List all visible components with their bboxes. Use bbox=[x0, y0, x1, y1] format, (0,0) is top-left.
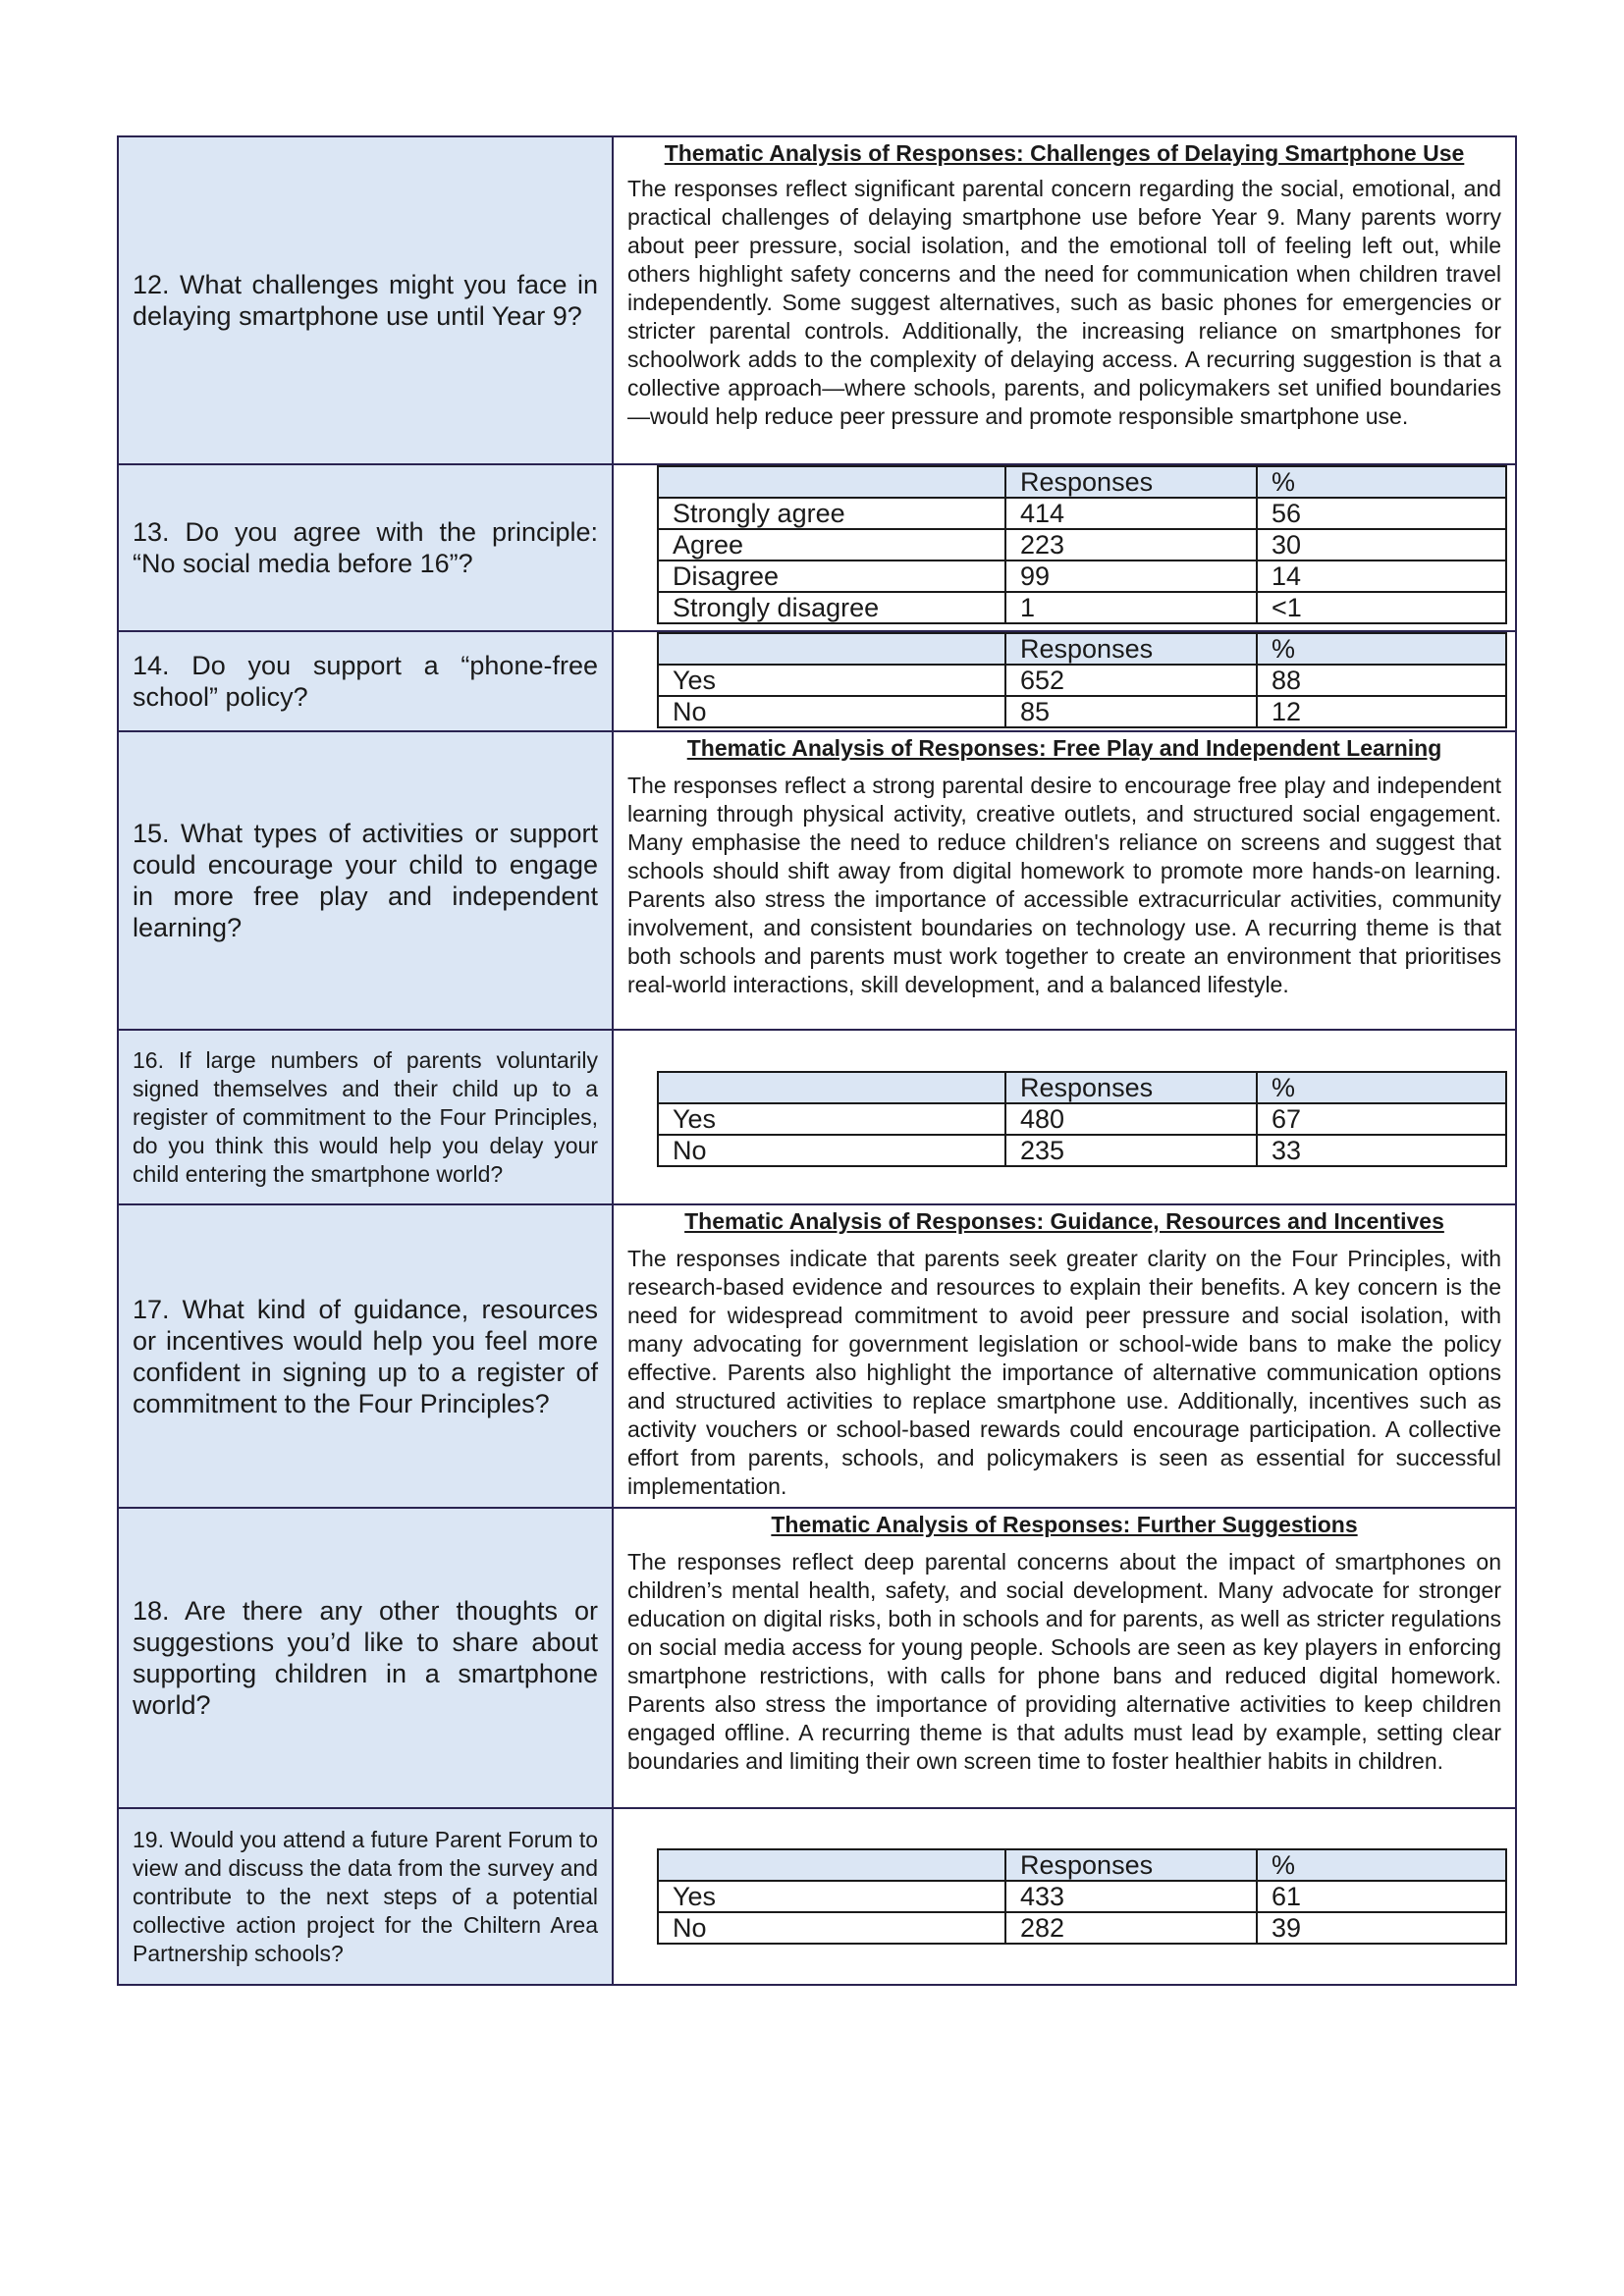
survey-row-q18 bbox=[118, 1508, 1516, 1808]
row-percent: 56 bbox=[1257, 498, 1506, 529]
header-responses: Responses bbox=[1005, 1849, 1257, 1881]
question-cell bbox=[118, 464, 613, 631]
row-label: No bbox=[658, 1135, 1005, 1166]
survey-row-q12 bbox=[118, 136, 1516, 464]
table-row bbox=[658, 529, 1506, 561]
question-text: 16. If large numbers of parents voluntarily signed themselves and their child up to a register of commitment to the Four Principles, do you think this would help you delay your child entering the smartphone world? bbox=[133, 1046, 598, 1187]
header-percent: % bbox=[1257, 466, 1506, 498]
theme-title: Thematic Analysis of Responses: Challenges of Delaying Smartphone Use bbox=[664, 140, 1465, 166]
theme-body: The responses indicate that parents seek greater clarity on the Four Principles, with research-based evidence and resources to explain their benefits. A key concern is the need for widespread commitment to avoid peer pressure and social isolation, with many advocating for government legislation or school-wide bans to make the policy effective. Parents also highlight the importance of alternative communication options and structured activities to replace smartphone use. Additionally, incentives such as activity vouchers or school-based rewards could encourage participation. A collective effort from parents, schools, and policymakers is seen as essential for successful implementation. bbox=[627, 1246, 1501, 1499]
theme-body: The responses reflect deep parental concerns about the impact of smartphones on children’s mental health, safety, and social development. Many advocate for stronger education on digital risks, both in schools and for parents, as well as stricter regulations on social media access for young people. Schools are seen as key players in enforcing smartphone restrictions, with calls for phone bans and reduced digital homework. Parents also stress the importance of providing alternative activities to keep children engaged offline. A recurring theme is that adults must lead by example, setting clear boundaries and limiting their own screen time to foster healthier habits in children. bbox=[627, 1549, 1501, 1774]
table-row bbox=[658, 665, 1506, 696]
row-percent: 39 bbox=[1257, 1912, 1506, 1944]
question-cell bbox=[118, 731, 613, 1030]
table-row bbox=[658, 592, 1506, 623]
row-percent: 12 bbox=[1257, 696, 1506, 727]
row-label: Strongly agree bbox=[658, 498, 1005, 529]
responses-header-row bbox=[658, 1072, 1506, 1103]
header-label bbox=[658, 466, 1005, 498]
question-text: 14. Do you support a “phone-free school” policy? bbox=[133, 651, 598, 712]
theme-title: Thematic Analysis of Responses: Free Play and Independent Learning bbox=[686, 735, 1442, 761]
answer-cell bbox=[613, 1204, 1516, 1508]
row-responses: 282 bbox=[1005, 1912, 1257, 1944]
answer-cell bbox=[613, 731, 1516, 1030]
question-text: 17. What kind of guidance, resources or incentives would help you feel more confident in signing up to a register of commitment to the Four Principles? bbox=[133, 1294, 598, 1418]
question-cell bbox=[118, 1204, 613, 1508]
responses-table bbox=[657, 632, 1507, 728]
row-percent: 30 bbox=[1257, 529, 1506, 561]
question-cell bbox=[118, 136, 613, 464]
row-responses: 1 bbox=[1005, 592, 1257, 623]
row-percent: 61 bbox=[1257, 1881, 1506, 1912]
row-responses: 414 bbox=[1005, 498, 1257, 529]
table-row bbox=[658, 1103, 1506, 1135]
row-percent: 88 bbox=[1257, 665, 1506, 696]
row-label: Agree bbox=[658, 529, 1005, 561]
answer-cell bbox=[613, 464, 1516, 631]
row-responses: 433 bbox=[1005, 1881, 1257, 1912]
responses-table bbox=[657, 1848, 1507, 1945]
answer-cell bbox=[613, 1808, 1516, 1985]
table-row bbox=[658, 1912, 1506, 1944]
theme-body: The responses reflect a strong parental desire to encourage free play and independent learning through physical activity, creative outlets, and structured social engagement. Many emphasise the need to reduce children's reliance on screens and suggest that schools should shift away from digital homework to promote more hands-on learning. Parents also stress the importance of accessible extracurricular activities, community involvement, and consistent boundaries on technology use. A recurring theme is that both schools and parents must work together to create an environment that prioritises real-world interactions, skill development, and a balanced lifestyle. bbox=[627, 773, 1501, 997]
survey-row-q14 bbox=[118, 631, 1516, 731]
row-label: Yes bbox=[658, 1881, 1005, 1912]
row-label: Yes bbox=[658, 665, 1005, 696]
theme-title: Thematic Analysis of Responses: Guidance, Resources and Incentives bbox=[684, 1208, 1444, 1234]
table-row bbox=[658, 498, 1506, 529]
header-responses: Responses bbox=[1005, 633, 1257, 665]
survey-row-q15 bbox=[118, 731, 1516, 1030]
header-label bbox=[658, 1849, 1005, 1881]
question-text: 13. Do you agree with the principle: “No social media before 16”? bbox=[133, 517, 598, 578]
question-text: 15. What types of activities or support could encourage your child to engage in more free play and independent learning? bbox=[133, 819, 598, 942]
responses-header-row bbox=[658, 633, 1506, 665]
header-responses: Responses bbox=[1005, 1072, 1257, 1103]
header-label bbox=[658, 633, 1005, 665]
responses-table bbox=[657, 1071, 1507, 1167]
row-responses: 480 bbox=[1005, 1103, 1257, 1135]
responses-header-row bbox=[658, 1849, 1506, 1881]
row-responses: 99 bbox=[1005, 561, 1257, 592]
row-label: Yes bbox=[658, 1103, 1005, 1135]
survey-table bbox=[117, 135, 1517, 1986]
row-responses: 85 bbox=[1005, 696, 1257, 727]
survey-row-q19 bbox=[118, 1808, 1516, 1985]
answer-cell bbox=[613, 631, 1516, 731]
answer-cell bbox=[613, 1030, 1516, 1204]
row-label: Disagree bbox=[658, 561, 1005, 592]
table-row bbox=[658, 561, 1506, 592]
row-percent: 14 bbox=[1257, 561, 1506, 592]
answer-cell bbox=[613, 1508, 1516, 1808]
row-responses: 223 bbox=[1005, 529, 1257, 561]
row-percent: 67 bbox=[1257, 1103, 1506, 1135]
question-cell bbox=[118, 631, 613, 731]
table-row bbox=[658, 1881, 1506, 1912]
question-text: 19. Would you attend a future Parent Forum to view and discuss the data from the survey and contribute to the next steps of a potential collective action project for the Chiltern Area Partnership schools? bbox=[133, 1826, 598, 1966]
header-percent: % bbox=[1257, 1849, 1506, 1881]
question-cell bbox=[118, 1508, 613, 1808]
survey-row-q16 bbox=[118, 1030, 1516, 1204]
survey-row-q17 bbox=[118, 1204, 1516, 1508]
responses-header-row bbox=[658, 466, 1506, 498]
header-label bbox=[658, 1072, 1005, 1103]
responses-table bbox=[657, 465, 1507, 624]
question-text: 18. Are there any other thoughts or suggestions you’d like to share about supporting children in a smartphone world? bbox=[133, 1596, 598, 1720]
question-text: 12. What challenges might you face in delaying smartphone use until Year 9? bbox=[133, 270, 598, 331]
survey-results-page bbox=[117, 135, 1517, 1986]
header-percent: % bbox=[1257, 1072, 1506, 1103]
row-responses: 652 bbox=[1005, 665, 1257, 696]
row-label: Strongly disagree bbox=[658, 592, 1005, 623]
row-responses: 235 bbox=[1005, 1135, 1257, 1166]
header-percent: % bbox=[1257, 633, 1506, 665]
table-row bbox=[658, 696, 1506, 727]
theme-title: Thematic Analysis of Responses: Further Suggestions bbox=[771, 1512, 1358, 1537]
answer-cell bbox=[613, 136, 1516, 464]
question-cell bbox=[118, 1808, 613, 1985]
survey-row-q13 bbox=[118, 464, 1516, 631]
row-label: No bbox=[658, 1912, 1005, 1944]
theme-body: The responses reflect significant parental concern regarding the social, emotional, and practical challenges of delaying smartphone use before Year 9. Many parents worry about peer pressure, social isolation, and the emotional toll of feeling left out, while others highlight safety concerns and the need for communication when children travel independently. Some suggest alternatives, such as basic phones for emergencies or stricter parental controls. Additionally, the increasing reliance on smartphones for schoolwork adds to the complexity of delaying access. A recurring suggestion is that a collective approach—where schools, parents, and policymakers set unified boundaries—would help reduce peer pressure and promote responsible smartphone use. bbox=[627, 176, 1501, 429]
row-label: No bbox=[658, 696, 1005, 727]
question-cell bbox=[118, 1030, 613, 1204]
table-row bbox=[658, 1135, 1506, 1166]
row-percent: 33 bbox=[1257, 1135, 1506, 1166]
row-percent: <1 bbox=[1257, 592, 1506, 623]
header-responses: Responses bbox=[1005, 466, 1257, 498]
